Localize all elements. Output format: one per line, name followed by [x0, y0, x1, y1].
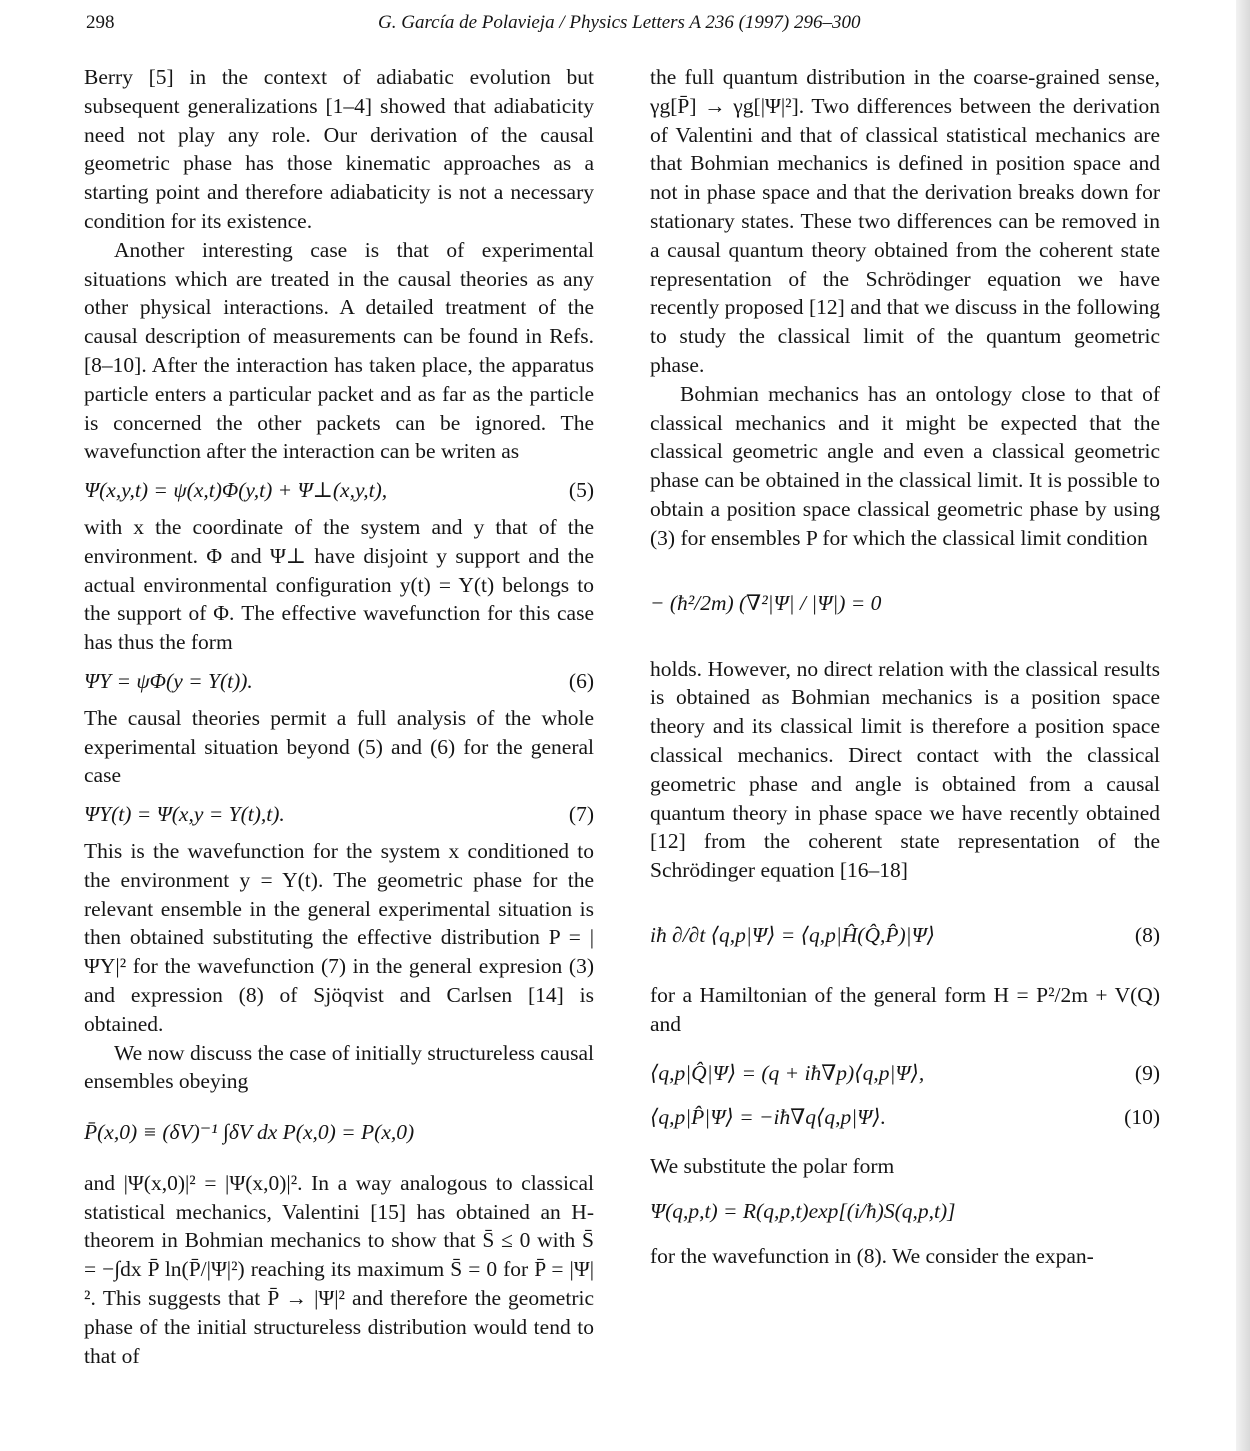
equation-7	[84, 800, 594, 829]
equation-9	[650, 1059, 1160, 1088]
equation-number: (9)	[1134, 1060, 1160, 1085]
page-header	[0, 12, 1250, 38]
equation-number: (10)	[1124, 1105, 1160, 1130]
paragraph: for the wavefunction in (8). We consider the expan-	[650, 1243, 1094, 1268]
equation-body: P̄(x,0) ≡ (δV)⁻¹ ∫δV dx P(x,0) = P(x,0)	[84, 1120, 415, 1145]
paragraph: and |Ψ(x,0)|² = |Ψ(x,0)|². In a way analogous to classical statistical mechanics, Valentini [15] has obtained an H-theorem in Bohmian mechanics to show that S̄ ≤ 0 with S̄ = −∫dx P̄ ln(P̄/|Ψ|²) reaching its maximum S̄ = 0 for P̄ = |Ψ|². This suggests that P̄ → |Ψ|² and therefore the geometric phase of the initial structureless distribution would tend to that of	[84, 1170, 594, 1368]
paragraph: We substitute the polar form	[650, 1154, 895, 1179]
page-edge-shadow	[1236, 0, 1250, 1451]
equation-10	[650, 1103, 1160, 1132]
equation-coarse-grained	[84, 1118, 594, 1147]
equation-number: (6)	[568, 668, 594, 693]
equation-body: ⟨q,p|Q̂|Ψ⟩ = (q + iħ∇p)⟨q,p|Ψ⟩,	[650, 1060, 925, 1085]
paragraph: The causal theories permit a full analysis of the whole experimental situation beyond (5) and (6) for the general case	[84, 705, 594, 788]
paragraph: This is the wavefunction for the system x conditioned to the environment y = Y(t). The geometric phase for the relevant ensemble in the general experimental situation is then obtained substituting the effective distribution P = |ΨY|² for the wavefunction (7) in the general expresion (3) and expression (8) of Sjöqvist and Carlsen [14] is obtained.	[84, 838, 594, 1036]
paragraph: for a Hamiltonian of the general form H = P²/2m + V(Q) and	[650, 982, 1160, 1036]
equation-classical-limit	[650, 571, 1160, 635]
left-column	[84, 63, 594, 1370]
equation-polar-form	[650, 1197, 1160, 1226]
equation-number: (8)	[1134, 922, 1160, 947]
equation-number: (5)	[568, 478, 594, 503]
equation-number: (7)	[568, 802, 594, 827]
paragraph: Bohmian mechanics has an ontology close to that of classical mechanics and it might be expected that the classical geometric angle and even a classical geometric phase can be obtained in the classical limit. It is possible to obtain a position space classical geometric phase by using (3) for ensembles P for which the classical limit condition	[650, 381, 1160, 550]
equation-body: − (ħ²/2m) (∇²|Ψ| / |Ψ|) = 0	[650, 590, 882, 615]
equation-6	[84, 667, 594, 696]
equation-8	[650, 907, 1160, 957]
paragraph: Another interesting case is that of experimental situations which are treated in the causal theories as any other physical interactions. A detailed treatment of the causal description of measurements can be found in Refs. [8–10]. After the interaction has taken place, the apparatus particle enters a particular packet and as far as the particle is concerned the other packets can be ignored. The wavefunction after the interaction can be writen as	[84, 237, 594, 464]
equation-body: Ψ(q,p,t) = R(q,p,t)exp[(i/ħ)S(q,p,t)]	[650, 1198, 956, 1223]
equation-5	[84, 476, 594, 505]
paragraph: We now discuss the case of initially structureless causal ensembles obeying	[84, 1040, 594, 1094]
equation-body: ΨY = ψΦ(y = Y(t)).	[84, 668, 253, 693]
page-number: 298	[86, 12, 115, 33]
paragraph: holds. However, no direct relation with the classical results is obtained as Bohmian mechanics is a position space theory and its classical limit is therefore a position space classical mechanics. Direct contact with the classical geometric phase and angle is obtained from a causal quantum theory in phase space we have recently obtained [12] from the coherent state representation of the Schrödinger equation [16–18]	[650, 656, 1160, 883]
paragraph: Berry [5] in the context of adiabatic evolution but subsequent generalizations [1–4] showed that adiabaticity need not play any role. Our derivation of the causal geometric phase has those kinematic approaches as a starting point and therefore adiabaticity is not a necessary condition for its existence.	[84, 65, 594, 233]
equation-body: iħ ∂/∂t ⟨q,p|Ψ⟩ = ⟨q,p|Ĥ(Q̂,P̂)|Ψ⟩	[650, 922, 936, 947]
right-column	[650, 63, 1160, 1271]
equation-body: ⟨q,p|P̂|Ψ⟩ = −iħ∇q⟨q,p|Ψ⟩.	[650, 1105, 887, 1130]
equation-body: Ψ(x,y,t) = ψ(x,t)Φ(y,t) + Ψ⊥(x,y,t),	[84, 478, 388, 503]
paragraph: with x the coordinate of the system and y that of the environment. Φ and Ψ⊥ have disjoint y support and the actual environmental configuration y(t) = Y(t) belongs to the support of Φ. The effective wavefunction for this case has thus the form	[84, 514, 594, 655]
equation-body: ΨY(t) = Ψ(x,y = Y(t),t).	[84, 802, 285, 827]
paragraph: the full quantum distribution in the coarse-grained sense, γg[P̄] → γg[|Ψ|²]. Two differences between the derivation of Valentini and that of classical statistical mechanics are that Bohmian mechanics is defined in position space and not in phase space and that the derivation breaks down for stationary states. These two differences can be removed in a causal quantum theory obtained from the coherent state representation of the Schrödinger equation we have recently proposed [12] and that we discuss in the following to study the classical limit of the quantum geometric phase.	[650, 65, 1160, 377]
running-title: G. García de Polavieja / Physics Letters A 236 (1997) 296–300	[378, 12, 861, 33]
